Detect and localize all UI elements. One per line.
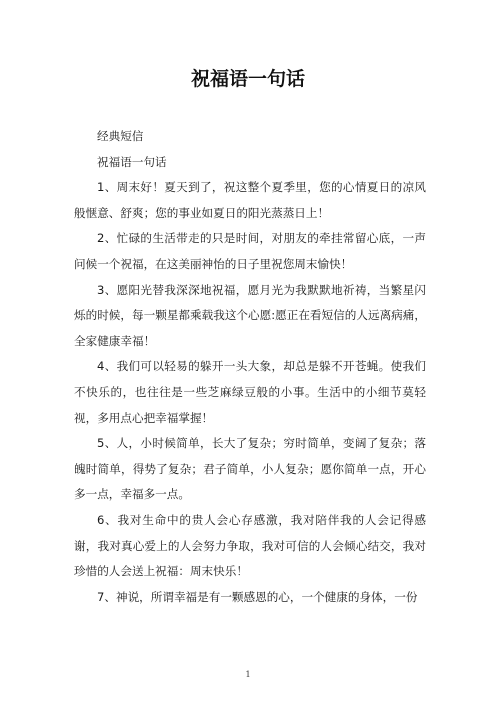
paragraph-item-1: 1、周末好！夏天到了，祝这整个夏季里，您的心情夏日的凉风般惬意、舒爽；您的事业如夏日的阳光蒸蒸日上！	[74, 180, 426, 220]
paragraph-category: 经典短信	[97, 129, 144, 143]
paragraph-item-2: 2、忙碌的生活带走的只是时间，对朋友的牵挂常留心底，一声问候一个祝福，在这美丽神怡的日子里祝您周末愉快！	[74, 231, 426, 271]
paragraph-item-3: 3、愿阳光替我深深地祝福，愿月光为我默默地祈祷，当繁星闪烁的时候，每一颗星都乘载我这个心愿:愿正在看短信的人远离病痛，全家健康幸福！	[74, 282, 426, 348]
paragraph-item-5: 5、人，小时候简单，长大了复杂；穷时简单，变阔了复杂；落魄时简单，得势了复杂；君子简单，小人复杂；愿你简单一点，开心多一点，幸福多一点。	[74, 436, 426, 502]
paragraph-item-6: 6、我对生命中的贵人会心存感激，我对陪伴我的人会记得感谢，我对真心爱上的人会努力争取，我对可信的人会倾心结交，我对珍惜的人会送上祝福：周末快乐！	[74, 512, 426, 579]
document-body	[74, 124, 426, 610]
paragraph-item-4: 4、我们可以轻易的躲开一头大象，却总是躲不开苍蝇。使我们不快乐的，也往往是一些芝麻绿豆般的小事。生活中的小细节莫轻视，多用点心把幸福掌握！	[74, 359, 426, 425]
paragraph-item-7: 7、神说，所谓幸福是有一颗感恩的心，一个健康的身体，一份	[97, 589, 418, 604]
document-title: 祝福语一句话	[190, 68, 305, 90]
paragraph-subtitle: 祝福语一句话	[97, 154, 167, 169]
page-number: 1	[245, 670, 251, 679]
